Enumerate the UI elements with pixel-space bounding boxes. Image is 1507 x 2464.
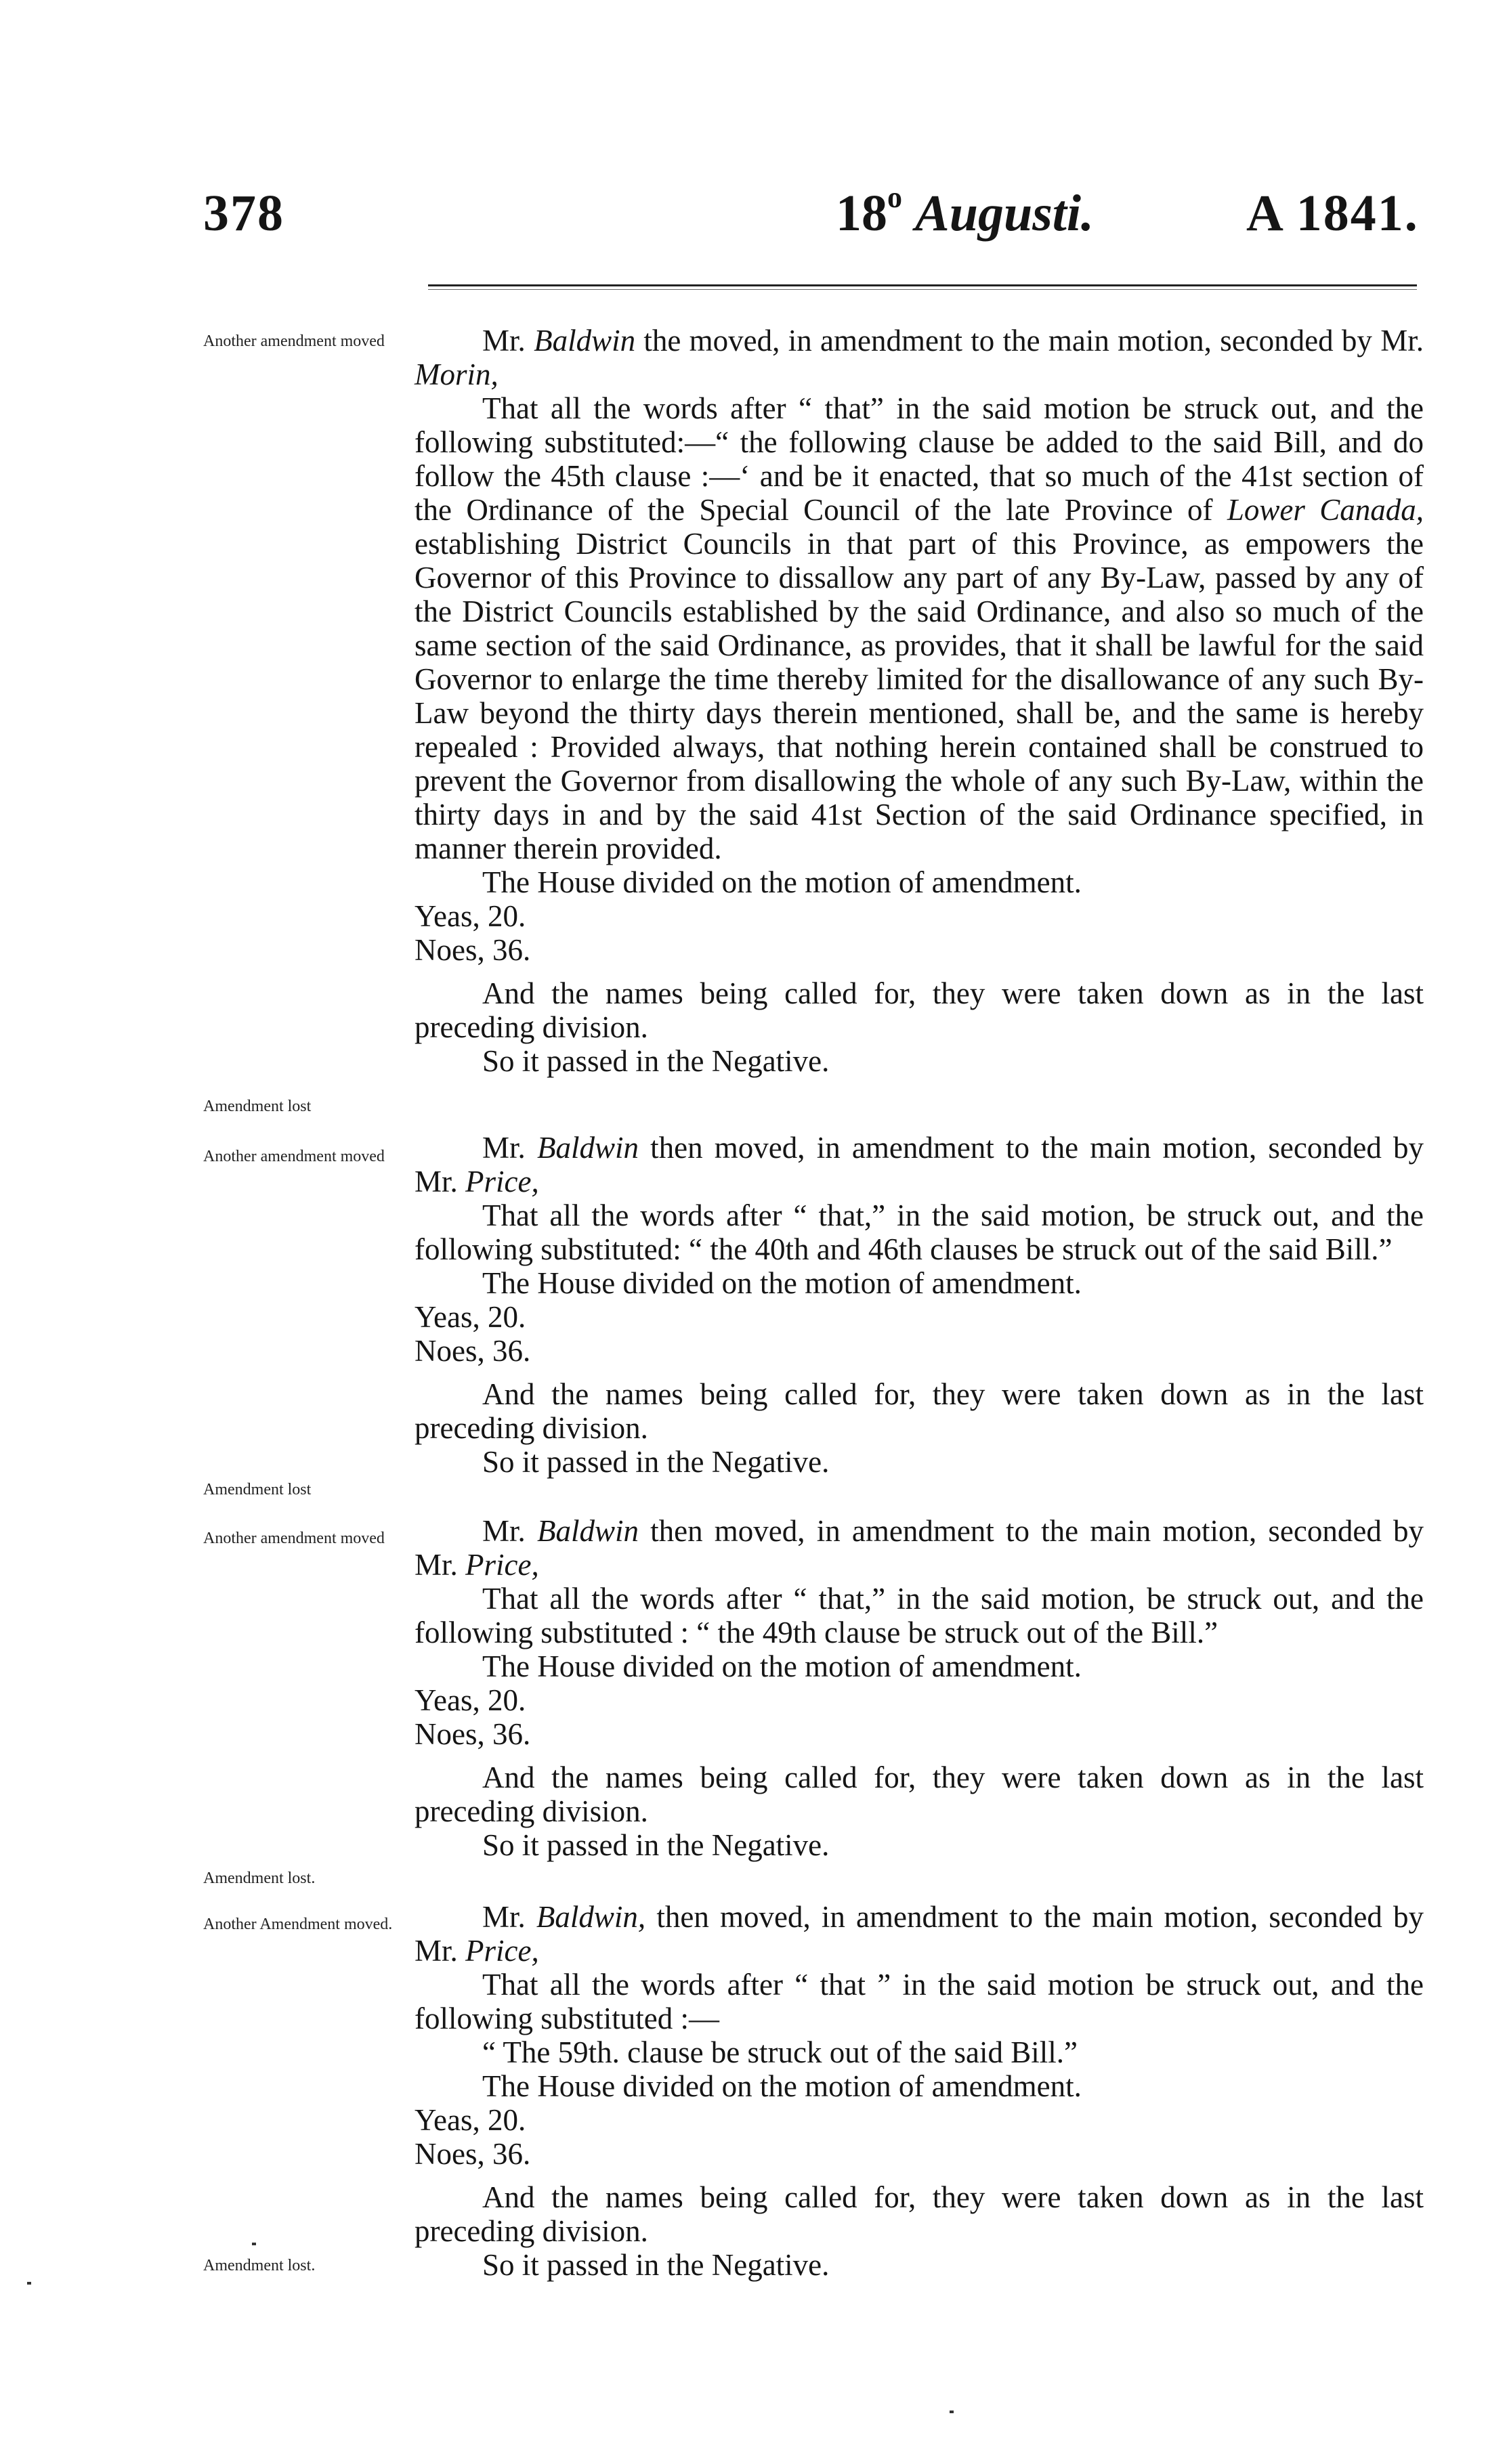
date-month: Augusti.: [915, 185, 1095, 242]
margin-note-amendment-moved: Another amendment moved: [203, 332, 385, 350]
motion-3-mover: Mr. Baldwin then moved, in amendment to the main motion, seconded by Mr. Price,: [415, 1514, 1424, 1582]
noes-count: Noes, 36.: [415, 1334, 531, 1368]
division-statement: The House divided on the motion of amendment.: [482, 865, 1082, 899]
division-statement: The House divided on the motion of amendment.: [482, 2069, 1082, 2103]
motion-1: [415, 324, 1424, 1078]
mover-name: Baldwin,: [536, 1900, 646, 1934]
margin-note-amendment-lost: Amendment lost.: [203, 1869, 316, 1887]
seconder-name: Price,: [465, 1548, 539, 1582]
names-called: And the names being called for, they were taken down as in the last preceding division.: [415, 1760, 1424, 1828]
ink-speck: [27, 2282, 31, 2285]
seconder-name: Price,: [465, 1934, 539, 1968]
motion-4-text: That all the words after “ that ” in the said motion be struck out, and the following substituted :—: [415, 1968, 1424, 2035]
motion-3: [415, 1514, 1424, 1862]
header-rule: [428, 284, 1417, 290]
running-header: [203, 180, 1426, 245]
margin-note-amendment-lost: Amendment lost.: [203, 2257, 316, 2274]
date-ordinal: o: [887, 180, 902, 214]
margin-note-amendment-lost: Amendment lost: [203, 1098, 312, 1115]
seconder-name: Price,: [465, 1165, 539, 1198]
mover-name: Baldwin: [536, 1131, 639, 1165]
division-statement: The House divided on the motion of amendment.: [482, 1649, 1082, 1683]
division-statement: The House divided on the motion of amendment.: [482, 1266, 1082, 1300]
names-called: And the names being called for, they were taken down as in the last preceding division.: [415, 976, 1424, 1044]
yeas-count: Yeas, 20.: [415, 1683, 526, 1717]
motion-2-mover: Mr. Baldwin then moved, in amendment to the main motion, seconded by Mr. Price,: [415, 1131, 1424, 1198]
header-date: [836, 180, 1095, 243]
page-number: 378: [203, 185, 284, 242]
motion-1-mover: Mr. Baldwin the moved, in amendment to the main motion, seconded by Mr. Morin,: [415, 324, 1424, 391]
margin-note-amendment-moved: Another amendment moved: [203, 1148, 385, 1165]
yeas-count: Yeas, 20.: [415, 1300, 526, 1334]
date-day: 18: [836, 185, 887, 242]
motion-2: [415, 1131, 1424, 1479]
yeas-count: Yeas, 20.: [415, 2103, 526, 2137]
names-called: And the names being called for, they were taken down as in the last preceding division.: [415, 2180, 1424, 2248]
motion-4: [415, 1900, 1424, 2282]
margin-note-amendment-moved: Another amendment moved: [203, 1530, 385, 1547]
place-name: Lower Canada,: [1227, 493, 1424, 527]
mover-name: Baldwin: [534, 324, 636, 358]
result: So it passed in the Negative.: [482, 1044, 830, 1078]
ink-speck: [252, 2243, 256, 2245]
mover-name: Baldwin: [536, 1514, 639, 1548]
seconder-name: Morin,: [415, 358, 498, 391]
motion-4-mover: Mr. Baldwin, then moved, in amendment to the main motion, seconded by Mr. Price,: [415, 1900, 1424, 1968]
margin-note-amendment-moved: Another Amendment moved.: [203, 1916, 393, 1933]
result: So it passed in the Negative.: [482, 1828, 830, 1862]
noes-count: Noes, 36.: [415, 933, 531, 967]
names-called: And the names being called for, they were taken down as in the last preceding division.: [415, 1377, 1424, 1445]
noes-count: Noes, 36.: [415, 1717, 531, 1751]
result: So it passed in the Negative.: [482, 2248, 830, 2282]
motion-2-text: That all the words after “ that,” in the said motion, be struck out, and the following substituted: “ the 40th and 46th clauses be struck out of the said Bill.”: [415, 1198, 1424, 1266]
motion-3-text: That all the words after “ that,” in the said motion, be struck out, and the following substituted : “ the 49th clause be struck out of the Bill.”: [415, 1582, 1424, 1649]
motion-4-quote: “ The 59th. clause be struck out of the said Bill.”: [482, 2035, 1078, 2069]
header-year: A 1841.: [1246, 185, 1419, 242]
margin-note-amendment-lost: Amendment lost: [203, 1481, 312, 1498]
result: So it passed in the Negative.: [482, 1445, 830, 1479]
ink-speck: [950, 2411, 954, 2413]
yeas-count: Yeas, 20.: [415, 899, 526, 933]
motion-1-text: That all the words after “ that” in the said motion be struck out, and the following substituted:—“ the following clause be added to the said Bill, and do follow the 45th clause :—‘ and be it enacted, that so much of the 41st section of the Ordinance of the Special Council of the late Province of Lower Canada, establishing District Councils in that part of this Province, as empowers the Governor of this Province to dissallow any part of any By-Law, passed by any of the District Councils established by the said Ordinance, and also so much of the same section of the said Ordinance, as provides, that it shall be lawful for the said Governor to enlarge the time thereby limited for the disallowance of any such By-Law beyond the thirty days therein mentioned, shall be, and the same is hereby repealed : Provided always, that nothing herein contained shall be construed to prevent the Governor from disallowing the whole of any such By-Law, within the thirty days in and by the said 41st Section of the said Ordinance specified, in manner therein provided.: [415, 391, 1424, 865]
noes-count: Noes, 36.: [415, 2137, 531, 2171]
